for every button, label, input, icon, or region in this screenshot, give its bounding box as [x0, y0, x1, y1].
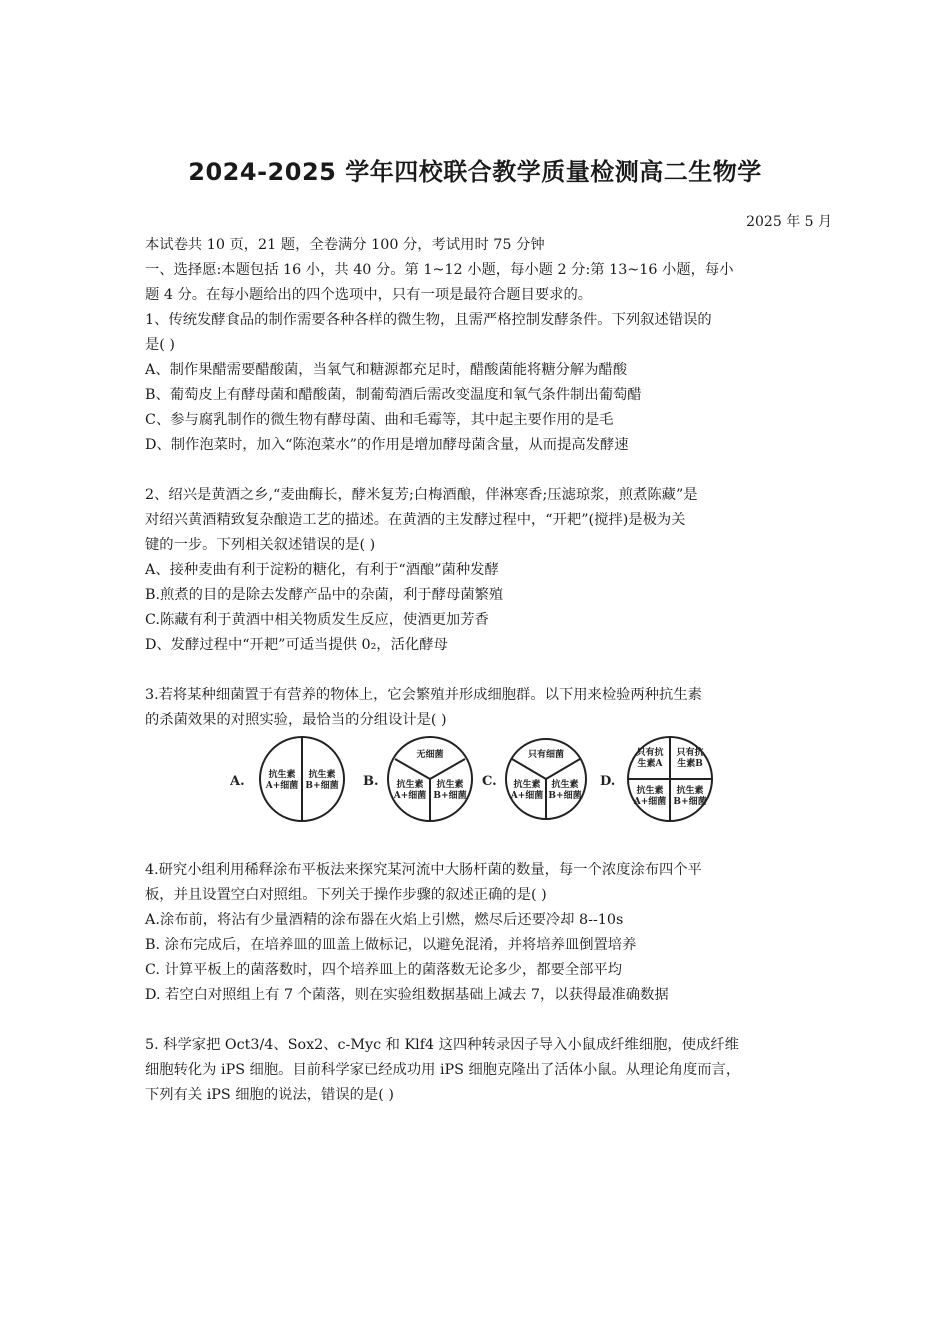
q4-stem: 4.研究小组利用稀释涂布平板法来探究某河流中大肠杆菌的数量，每一个浓度涂布四个平	[145, 862, 702, 878]
exam-date: 2025 年 5 月	[746, 214, 832, 230]
q4-option-c: C. 计算平板上的菌落数时，四个培养皿上的菌落数无论多少，都要全部平均	[145, 962, 623, 978]
q2-stem: 2、绍兴是黄酒之乡,“麦曲酶长，酵米复芳;白梅酒酿，伴淋寒香;压滤琼浆，煎煮陈藏”是	[145, 487, 698, 503]
q2-option-b: B.煎煮的目的是除去发酵产品中的杂菌，利于酵母菌繁殖	[145, 587, 504, 603]
dish-b-right: 抗生素 B+细菌	[433, 780, 467, 801]
option-label: C.	[482, 774, 497, 789]
q5-stem-end: 下列有关 iPS 细胞的说法，错误的是( )	[145, 1087, 394, 1103]
q2-option-c: C.陈藏有利于黄酒中相关物质发生反应，使酒更加芳香	[145, 612, 489, 628]
section-instructions-cont: 题 4 分。在每小题给出的四个选项中，只有一项是最符合题目要求的。	[145, 287, 593, 303]
q1-option-a: A、制作果醋需要醋酸菌，当氧气和糖源都充足时，醋酸菌能将糖分解为醋酸	[145, 362, 628, 378]
q1-option-c: C、参与腐乳制作的微生物有酵母菌、曲和毛霉等，其中起主要作用的是毛	[145, 412, 614, 428]
q1-option-b: B、葡萄皮上有酵母菌和醋酸菌，制葡萄酒后需改变温度和氧气条件制出葡萄醋	[145, 387, 642, 403]
q1-option-d: D、制作泡菜时，加入“陈泡菜水”的作用是增加酵母菌含量，从而提高发酵速	[145, 437, 629, 453]
option-label: D.	[600, 774, 616, 789]
dish-a-right: 抗生素 B+细菌	[305, 770, 339, 791]
dish-c-right: 抗生素 B+细菌	[548, 780, 582, 801]
q4-option-b: B. 涂布完成后，在培养皿的皿盖上做标记，以避免混淆，并将培养皿倒置培养	[145, 937, 637, 953]
dish-b-top: 无细菌	[416, 750, 444, 760]
q3-stem: 3.若将某种细菌置于有营养的物体上，它会繁殖并形成细胞群。以下用来检验两种抗生素	[145, 687, 702, 703]
q5-stem-cont: 细胞转化为 iPS 细胞。目前科学家已经成功用 iPS 细胞克隆出了活体小鼠。从理论角度而言，	[145, 1062, 741, 1078]
dish-d-bl: 抗生素 A+细菌	[633, 786, 667, 807]
q1-stem-cont: 是( )	[145, 337, 175, 353]
q2-stem-cont: 对绍兴黄酒精致复杂酿造工艺的描述。在黄酒的主发酵过程中，“开耙”(搅拌)是极为关	[145, 512, 686, 528]
exam-info: 本试卷共 10 页，21 题，全卷满分 100 分，考试用时 75 分钟	[145, 237, 545, 253]
option-label: A.	[230, 774, 245, 789]
q3-stem-cont: 的杀菌效果的对照实验，最恰当的分组设计是( )	[145, 712, 447, 728]
dish-c-left: 抗生素 A+细菌	[510, 780, 544, 801]
dish-b-left: 抗生素 A+细菌	[393, 780, 427, 801]
dish-c-top: 只有细菌	[527, 750, 565, 760]
q2-option-d: D、发酵过程中“开耙”可适当提供 0₂，活化酵母	[145, 637, 448, 653]
dish-d-tr: 只有抗生素B	[676, 748, 704, 769]
dish-a-left: 抗生素 A+细菌	[265, 770, 299, 791]
q4-stem-cont: 板，并且设置空白对照组。下列关于操作步骤的叙述正确的是( )	[145, 887, 547, 903]
q3-figure	[230, 735, 720, 835]
q2-option-a: A、接种麦曲有利于淀粉的糖化，有利于“酒酿”菌种发酵	[145, 562, 499, 578]
q2-stem-end: 键的一步。下列相关叙述错误的是( )	[145, 537, 376, 553]
q5-stem: 5. 科学家把 Oct3/4、Sox2、c-Myc 和 Klf4 这四种转录因子导入小鼠成纤维细胞，使成纤维	[145, 1037, 739, 1053]
dish-d-tl: 只有抗生素A	[636, 748, 664, 769]
section-instructions: 一、选择愿:本题包括 16 小，共 40 分。第 1~12 小题，每小题 2 分:第 13~16 小题，每小	[145, 262, 734, 278]
q4-option-a: A.涂布前，将沾有少量酒精的涂布器在火焰上引燃，燃尽后还要冷却 8--10s	[145, 912, 624, 928]
page-title: 2024-2025 学年四校联合教学质量检测高二生物学	[188, 158, 762, 186]
q1-stem: 1、传统发酵食品的制作需要各种各样的微生物，且需严格控制发酵条件。下列叙述错误的	[145, 312, 712, 328]
q4-option-d: D. 若空白对照组上有 7 个菌落，则在实验组数据基础上减去 7，以获得最准确数据	[145, 987, 669, 1003]
dish-d-br: 抗生素 B+细菌	[673, 786, 707, 807]
option-label: B.	[363, 774, 379, 789]
